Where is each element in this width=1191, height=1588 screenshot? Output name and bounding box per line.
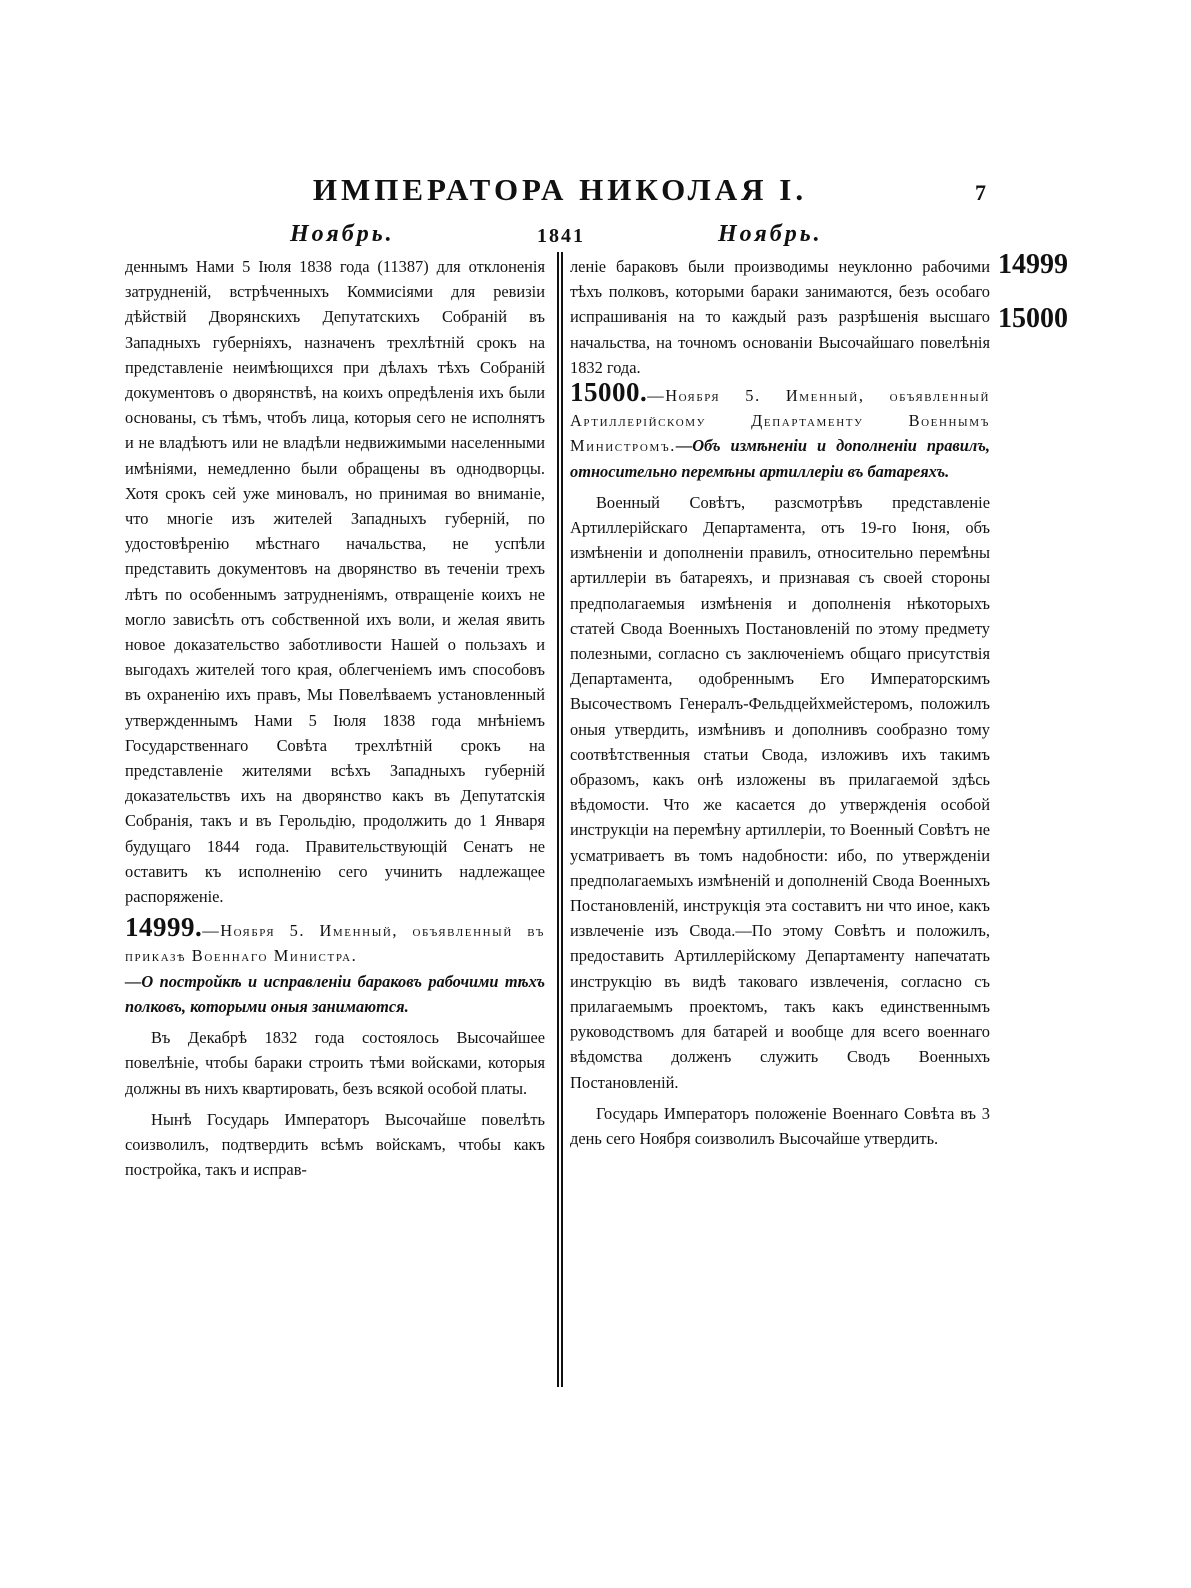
margin-entry-number-15000: 15000 bbox=[998, 303, 1068, 334]
entry-title: —О постройкѣ и исправленіи бараковъ рабочими тѣхъ полковъ, которыми оныя занимаются. bbox=[125, 971, 545, 1016]
entry-14999-title bbox=[125, 969, 545, 1019]
entry-head: —Ноября 5. Именный, объявленный въ приказѣ Военнаго Министра. bbox=[125, 921, 545, 966]
month-left: Ноябрь. bbox=[290, 221, 395, 247]
right-column bbox=[570, 254, 990, 1151]
entry-number: 15000. bbox=[570, 377, 648, 408]
year: 1841 bbox=[537, 225, 585, 247]
column-divider bbox=[557, 252, 563, 1387]
entry-15000-heading bbox=[570, 377, 990, 484]
paragraph-emperor-approval: Государь Императоръ положеніе Военнаго Совѣта въ 3 день сего Ноября соизволилъ Высочайше утвердить. bbox=[570, 1103, 990, 1148]
entry-number: 14999. bbox=[125, 912, 203, 943]
paragraph-december-1832: Въ Декабрѣ 1832 года состоялось Высочайшее повелѣніе, чтобы бараки строить тѣми войсками, которыя должны въ нихъ квартировать, безъ всякой особой платы. bbox=[125, 1028, 545, 1098]
paragraph-barracks-continuation: леніе бараковъ были производимы неуклонно рабочими тѣхъ полковъ, которыми бараки занимаются, безъ особаго испрашиванія на то каждый разъ разрѣшенія высшаго начальства, на точномъ основаніи Высочайшаго повелѣнія 1832 года. bbox=[570, 257, 990, 377]
month-right: Ноябрь. bbox=[718, 221, 823, 247]
page-number: 7 bbox=[975, 180, 986, 205]
paragraph-military-council: Военный Совѣтъ, разсмотрѣвъ представленіе Артиллерійскаго Департамента, отъ 19-го Іюня, объ измѣненіи и дополненіи правилъ, относительно перемѣны артиллеріи въ батареяхъ, и признавая съ своей стороны предполагаемыя измѣненія и дополненія нѣкоторыхъ статей Свода Военныхъ Постановленій по этому предмету полезными, согласно съ заключеніемъ общаго присутствія Департамента, одобреннымъ Его Императорскимъ Высочествомъ Генералъ-Фельдцейхмейстеромъ, положилъ оныя утвердить, измѣнивъ и дополнивъ сообразно тому соотвѣтственныя статьи Свода, изложивъ ихъ такимъ образомъ, какъ онѣ изложены въ прилагаемой здѣсь вѣдомости. Что же касается до утвержденія особой инструкціи на перемѣну артиллеріи, то Военный Совѣтъ не усматриваетъ въ томъ надобности: ибо, по утвержденіи предполагаемыхъ измѣненій и дополненій Свода Военныхъ Постановленій, инструкція эта составитъ ни что иное, какъ извлеченіе изъ Свода.—По этому Совѣтъ и положилъ, предоставить Артиллерійскому Департаменту напечатать инструкцію въ видѣ таковаго извлеченія, согласно съ прилагаемымъ проектомъ, такъ какъ единственнымъ руководствомъ для батарей и вообще для всего военнаго вѣдомства долженъ служить Сводъ Военныхъ Постановленій. bbox=[570, 492, 990, 1092]
left-column bbox=[125, 254, 545, 1182]
entry-14999-heading bbox=[125, 912, 545, 968]
margin-entry-number-14999: 14999 bbox=[998, 249, 1068, 280]
entry-head: —Ноября 5. Именный, объявленный Артиллерійскому Департаменту Военнымъ Министромъ. bbox=[570, 386, 990, 456]
paragraph-decree-continuation: деннымъ Нами 5 Іюля 1838 года (11387) для отклоненія затрудненій, встрѣченныхъ Коммисіями для ревизіи дѣйствій Дворянскихъ Депутатскихъ Собраній въ Западныхъ губерніяхъ, назначенъ трехлѣтній срокъ на представленіе неимѣющихся при дѣлахъ тѣхъ Собраній документовъ о дворянствѣ, на коихъ опредѣленія ихъ были основаны, съ тѣмъ, чтобъ лица, которыя сего не исполнятъ и не владѣютъ или не владѣли недвижимыми населенными имѣніями, немедленно были обращены въ однодворцы. Хотя срокъ сей уже миновалъ, но принимая во вниманіе, что многіе изъ жителей Западныхъ губерній, по удостовѣренію мѣстнаго начальства, не успѣли представить документовъ на дворянство въ теченіи трехъ лѣтъ по особеннымъ затрудненіямъ, отвращеніе коихъ не могло зависѣть отъ собственной ихъ воли, и желая явить новое доказательство заботливости Нашей о пользахъ и выгодахъ жителей того края, облегченіемъ имъ способовъ въ охраненію ихъ правъ, Мы Повелѣваемъ установленный утвержденнымъ Нами 5 Іюля 1838 года мнѣніемъ Государственнаго Совѣта трехлѣтній срокъ на представленіе жителями всѣхъ Западныхъ губерній доказательствъ ихъ на дворянство какъ въ Депутатскія Собранія, такъ и въ Герольдію, продолжить до 1 Января будущаго 1844 года. Правительствующій Сенатъ не оставитъ къ исполненію сего учинить надлежащее распоряженіе. bbox=[125, 257, 545, 907]
paragraph-emperor-command: Нынѣ Государь Императоръ Высочайше повелѣть соизволилъ, подтвердить всѣмъ войскамъ, чтобы какъ постройка, такъ и исправ- bbox=[125, 1109, 545, 1180]
page-title: ИМПЕРАТОРА НИКОЛАЯ I. bbox=[312, 172, 808, 207]
entry-title: —Объ измѣненіи и дополненіи правилъ, относительно перемѣны артиллеріи въ батареяхъ. bbox=[570, 436, 990, 481]
